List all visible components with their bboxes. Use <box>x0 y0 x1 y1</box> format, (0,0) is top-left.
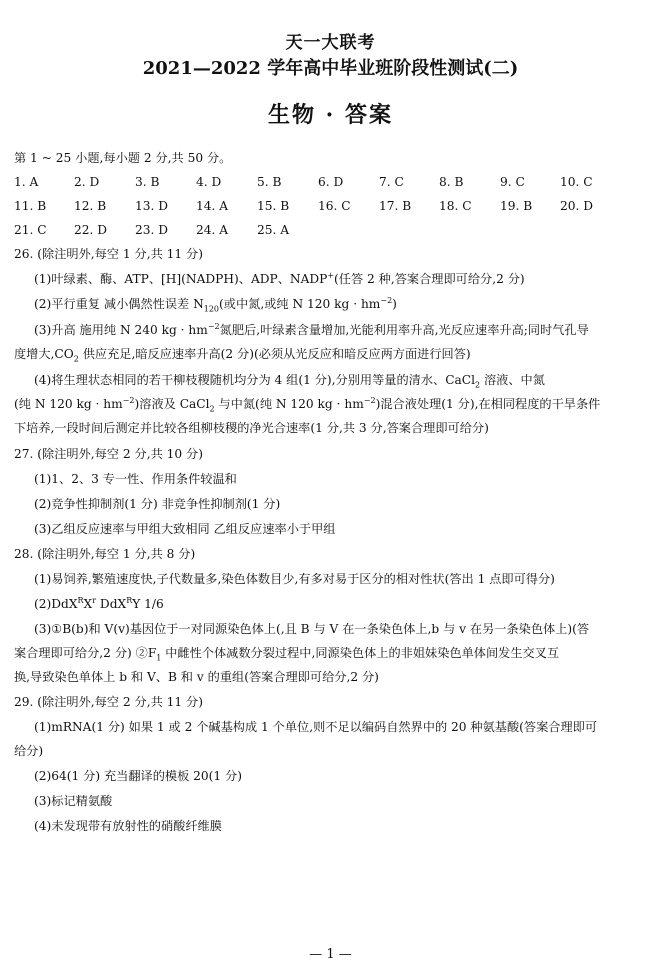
mc-answer: 1. A <box>14 175 39 189</box>
q28-answer-2: $(2)DdX^RX^r$ DdX$^R$Y 1/6 <box>34 595 164 611</box>
mc-answer: 9. C <box>500 175 525 189</box>
mc-answer: 15. B <box>257 199 290 213</box>
q29-answer-1-cont: 给分) <box>14 744 44 758</box>
mc-answer: 16. C <box>318 199 351 213</box>
q27-heading: 27. (除注明外,每空 2 分,共 10 分) <box>14 447 203 461</box>
q29-heading: 29. (除注明外,每空 2 分,共 11 分) <box>14 695 203 709</box>
q26-answer-3-cont: 度增大$,CO_2$ 供应充足,暗反应速率升高(2 分)(必须从光反应和暗反应两方面进行回答) <box>14 347 471 364</box>
mc-answer: 14. A <box>196 199 229 213</box>
mc-answer: 7. C <box>379 175 404 189</box>
q27-answer-2: (2)竞争性抑制剂(1 分) 非竞争性抑制剂(1 分) <box>34 497 281 511</box>
header-subject: 生物 · 答案 <box>268 102 393 128</box>
q29-answer-4: (4)未发现带有放射性的硝酸纤维膜 <box>34 819 222 833</box>
q27-answer-1: (1)1、2、3 专一性、作用条件较温和 <box>34 472 237 486</box>
q26-answer-4-cont: (纯 N 120 kg · $hm^{-2}$)溶液及 CaCl$_2$ 与中氮(纯 N 120 kg · $hm^{-2}$)混合液处理(1 分),在相同程度的干旱条件 <box>14 395 601 414</box>
mc-answer: 4. D <box>196 175 222 189</box>
mc-answer: 5. B <box>257 175 282 189</box>
q26-answer-1: (1)叶绿素、酶、ATP、[H](NADPH)、ADP、NADP+(任答 2 种,答案合理即可给分,2 分) <box>34 270 525 286</box>
q26-answer-2: (2)平行重复 减小偶然性误差 $N_{120}$(或中氮,或纯 N 120 kg · $hm^{-2}$) <box>34 295 397 314</box>
mc-answer: 13. D <box>135 199 169 213</box>
mc-answer: 17. B <box>379 199 412 213</box>
q28-answer-3: (3)①B(b)和 V(v)基因位于一对同源染色体上(,且 B 与 V 在一条染色体上,b 与 v 在另一条染色体上)(答 <box>34 622 590 636</box>
mc-answer: 10. C <box>560 175 593 189</box>
mc-answer: 6. D <box>318 175 344 189</box>
q29-answer-3: (3)标记精氨酸 <box>34 794 113 808</box>
mc-answer: 8. B <box>439 175 464 189</box>
q28-answer-3-cont: 案合理即可给分,2 分) $②F_1$ 中雌性个体减数分裂过程中,同源染色体上的非姐妹染色单体间发生交叉互 <box>14 646 560 663</box>
q26-answer-3: (3)升高 施用纯 N 240 kg · $hm^{-2}$氮肥后,叶绿素含量增加,光能利用率升高,光反应速率升高;同时气孔导 <box>34 321 589 337</box>
mc-answer: 11. B <box>14 199 47 213</box>
q26-heading: 26. (除注明外,每空 1 分,共 11 分) <box>14 247 203 261</box>
mc-answer: 19. B <box>500 199 533 213</box>
mc-answer: 25. A <box>257 223 290 237</box>
q29-answer-2: (2)64(1 分) 充当翻译的模板 20(1 分) <box>34 769 242 783</box>
page-number: — 1 — <box>309 947 352 962</box>
q27-answer-3: (3)乙组反应速率与甲组大致相同 乙组反应速率小于甲组 <box>34 522 336 536</box>
mc-answer: 2. D <box>74 175 100 189</box>
q28-heading: 28. (除注明外,每空 1 分,共 8 分) <box>14 547 196 561</box>
mc-answer: 12. B <box>74 199 107 213</box>
q28-answer-1: (1)易饲养,繁殖速度快,子代数量多,染色体数目少,有多对易于区分的相对性状(答出 1 点即可得分) <box>34 572 555 586</box>
header-exam-title: 2021—2022 学年高中毕业班阶段性测试(二) <box>142 58 519 79</box>
mc-answer: 23. D <box>135 223 169 237</box>
mc-answer: 22. D <box>74 223 108 237</box>
header-org: 天一大联考 <box>285 33 376 53</box>
intro-line: 第 1 ~ 25 小题,每小题 2 分,共 50 分。 <box>14 151 232 165</box>
mc-answer: 24. A <box>196 223 229 237</box>
mc-answer: 18. C <box>439 199 472 213</box>
mc-answer: 20. D <box>560 199 594 213</box>
q26-answer-4: (4)将生理状态相同的若干柳枝稷随机均分为 4 组(1 分),分别用等量的清水、CaCl$_2$ 溶液、中氮 <box>34 373 545 390</box>
q28-answer-3-end: 换,导致染色单体上 b 和 V、B 和 v 的重组(答案合理即可给分,2 分) <box>14 670 379 684</box>
q29-answer-1: (1)mRNA(1 分) 如果 1 或 2 个碱基构成 1 个单位,则不足以编码自然界中的 20 种氨基酸(答案合理即可 <box>34 720 598 734</box>
mc-answer: 3. B <box>135 175 160 189</box>
q26-answer-4-end: 下培养,一段时间后测定并比较各组柳枝稷的净光合速率(1 分,共 3 分,答案合理即可给分) <box>14 421 489 435</box>
mc-answer: 21. C <box>14 223 47 237</box>
